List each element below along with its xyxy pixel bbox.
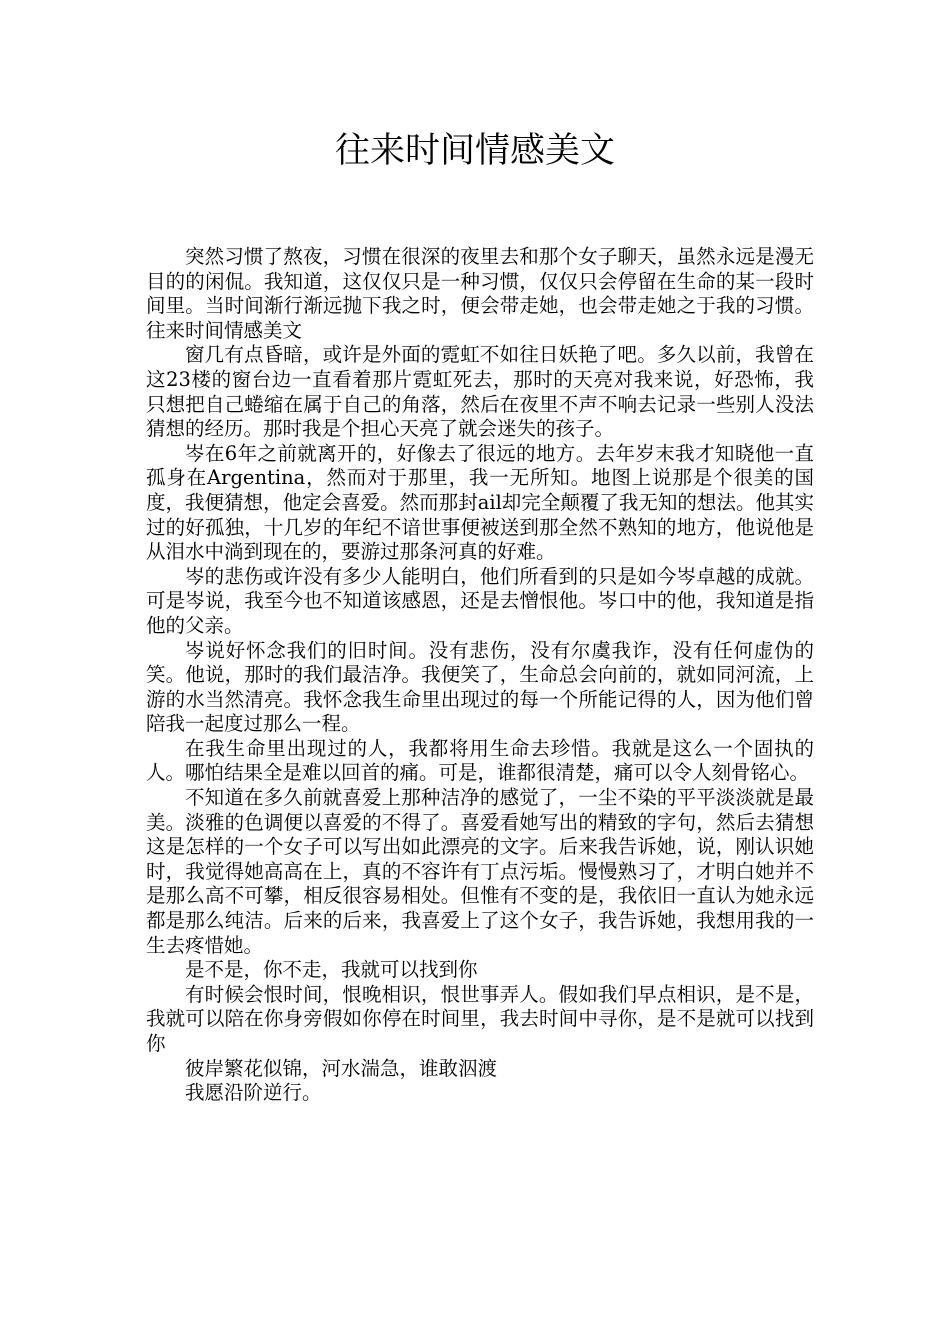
document-title: 往来时间情感美文 <box>334 131 615 171</box>
paragraph: 岑说好怀念我们的旧时间。没有悲伤，没有尔虞我诈，没有任何虚伪的笑。他说，那时的我们最洁净。我便笑了，生命总会向前的，就如同河流，上游的水当然清亮。我怀念我生命里出现过的每一个所能记得的人，因为他们曾陪我一起度过那么一程。 <box>146 638 814 736</box>
paragraph: 窗几有点昏暗，或许是外面的霓虹不如往日妖艳了吧。多久以前，我曾在这23楼的窗台边一直看着那片霓虹死去，那时的天亮对我来说，好恐怖，我只想把自己蜷缩在属于自己的角落，然后在夜里不声不响去记录一些别人没法猜想的经历。那时我是个担心天亮了就会迷失的孩子。 <box>146 343 814 441</box>
document-body <box>146 245 814 1106</box>
paragraph: 岑的悲伤或许没有多少人能明白，他们所看到的只是如今岑卓越的成就。可是岑说，我至今也不知道该感恩，还是去憎恨他。岑口中的他，我知道是指他的父亲。 <box>146 564 814 637</box>
paragraph: 在我生命里出现过的人，我都将用生命去珍惜。我就是这么一个固执的人。哪怕结果全是难以回首的痛。可是，谁都很清楚，痛可以令人刻骨铭心。 <box>146 736 814 785</box>
paragraph: 不知道在多久前就喜爱上那种洁净的感觉了，一尘不染的平平淡淡就是最美。淡雅的色调便以喜爱的不得了。喜爱看她写出的精致的字句，然后去猜想这是怎样的一个女子可以写出如此漂亮的文字。后来我告诉她，说，刚认识她时，我觉得她高高在上，真的不容许有丁点污垢。慢慢熟习了，才明白她并不是那么高不可攀，相反很容易相处。但惟有不变的是，我依旧一直认为她永远都是那么纯洁。后来的后来，我喜爱上了这个女子，我告诉她，我想用我的一生去疼惜她。 <box>146 786 814 957</box>
paragraph: 突然习惯了熬夜，习惯在很深的夜里去和那个女子聊天，虽然永远是漫无目的的闲侃。我知道，这仅仅只是一种习惯，仅仅只会停留在生命的某一段时间里。当时间渐行渐远抛下我之时，便会带走她，也会带走她之于我的习惯。往来时间情感美文 <box>146 245 814 342</box>
paragraph: 是不是，你不走，我就可以找到你 <box>185 958 478 982</box>
paragraph: 有时候会恨时间，恨晚相识，恨世事弄人。假如我们早点相识，是不是，我就可以陪在你身旁假如你停在时间里，我去时间中寻你，是不是就可以找到你 <box>146 982 814 1055</box>
paragraph: 彼岸繁花似锦，河水湍急，谁敢泅渡 <box>185 1056 498 1080</box>
paragraph: 我愿沿阶逆行。 <box>185 1081 322 1105</box>
paragraph: 岑在6年之前就离开的，好像去了很远的地方。去年岁末我才知晓他一直孤身在Argentina，然而对于那里，我一无所知。地图上说那是个很美的国度，我便猜想，他定会喜爱。然而那封ail却完全颠覆了我无知的想法。他其实过的好孤独，十几岁的年纪不谙世事便被送到那全然不熟知的地方，他说他是从泪水中淌到现在的，要游过那条河真的好难。 <box>146 441 814 564</box>
